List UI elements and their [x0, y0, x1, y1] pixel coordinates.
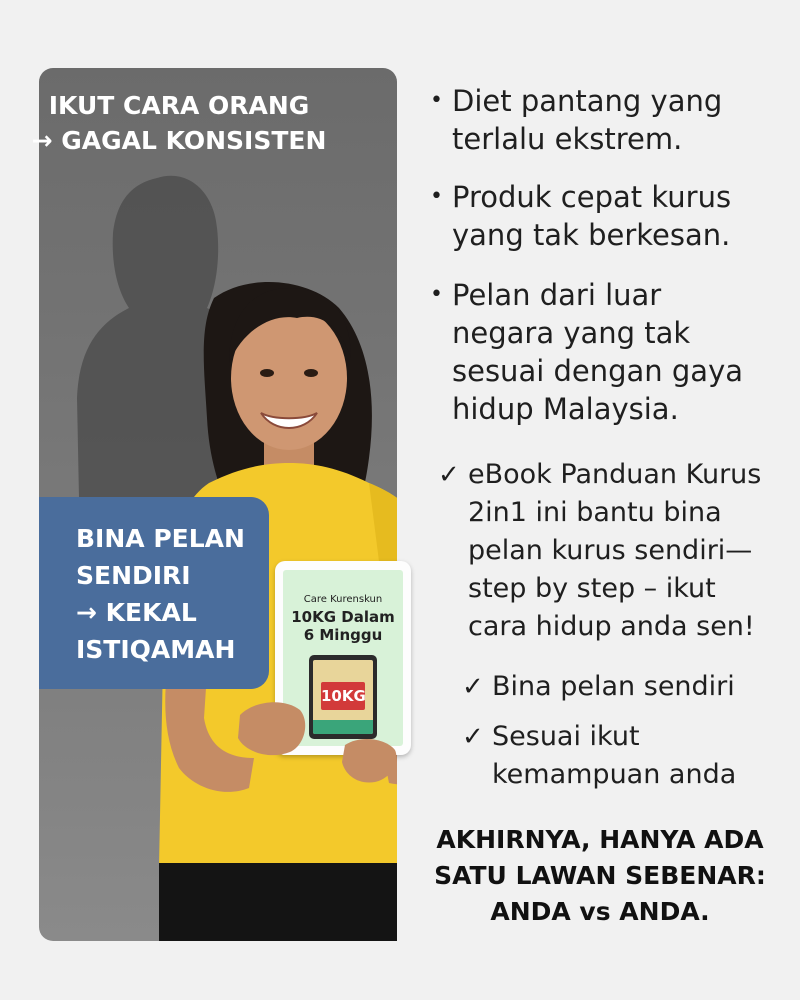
bullet-icon: • — [430, 88, 443, 113]
benefit-line: kemampuan anda — [492, 759, 737, 790]
check-icon: ✓ — [462, 672, 484, 702]
callout-line-3: → KEKAL — [76, 598, 197, 627]
closing-line: SATU LAWAN SEBENAR: — [434, 861, 766, 890]
problem-line: Diet pantang yang — [452, 84, 723, 118]
ebook-cover-label: 10KG — [321, 682, 365, 710]
problem-line: sesuai dengan gaya — [452, 354, 744, 388]
solution-line: 2in1 ini bantu bina — [468, 497, 722, 528]
panel-heading-line-2: → GAGAL KONSISTEN — [31, 126, 327, 155]
closing-line: AKHIRNYA, HANYA ADA — [436, 825, 764, 854]
problem-line: terlalu ekstrem. — [452, 122, 683, 156]
closing-line: ANDA vs ANDA. — [490, 897, 710, 926]
callout-line-1: BINA PELAN — [76, 524, 245, 553]
ebook-subtitle: Care Kurenskun — [303, 594, 383, 605]
problem-line: yang tak berkesan. — [452, 218, 731, 252]
solution-line: step by step – ikut — [468, 573, 716, 604]
solution-line: pelan kurus sendiri— — [468, 535, 753, 566]
closing-statement — [420, 822, 780, 930]
bullet-icon: • — [430, 184, 443, 209]
ebook-title-line-2: 6 Minggu — [303, 626, 383, 644]
check-icon: ✓ — [438, 460, 460, 490]
solution-line: cara hidup anda sen! — [468, 611, 755, 642]
callout-line-4: ISTIQAMAH — [76, 635, 236, 664]
problem-line: Pelan dari luar — [452, 278, 662, 312]
problem-line: hidup Malaysia. — [452, 392, 679, 426]
ebook-title-line-1: 10KG Dalam — [291, 608, 395, 626]
callout-line-2: SENDIRI — [76, 561, 191, 590]
bullet-icon: • — [430, 282, 443, 307]
problem-line: negara yang tak — [452, 316, 691, 350]
check-icon: ✓ — [462, 722, 484, 752]
solution-line: eBook Panduan Kurus — [468, 459, 762, 490]
problem-line: Produk cepat kurus — [452, 180, 732, 214]
panel-heading-line-1: IKUT CARA ORANG — [48, 91, 310, 120]
benefit-line: Bina pelan sendiri — [492, 671, 735, 702]
benefit-line: Sesuai ikut — [492, 721, 640, 752]
